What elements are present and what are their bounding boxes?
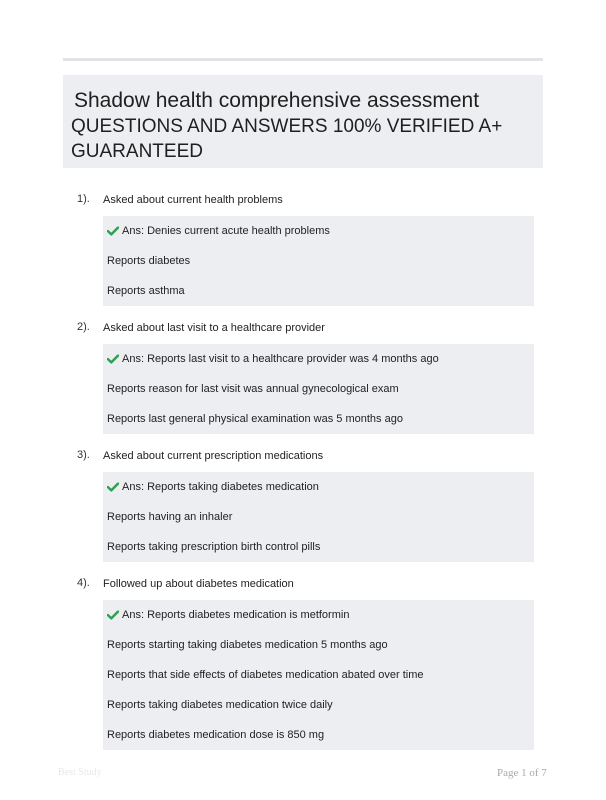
answer-text: Reports taking diabetes medication twice daily xyxy=(107,699,333,711)
answer-text: Reports reason for last visit was annual gynecological exam xyxy=(107,383,399,395)
answer-option xyxy=(103,276,534,306)
page-indicator: Page 1 of 7 xyxy=(497,767,547,779)
check-icon xyxy=(107,482,120,493)
answer-text: Reports starting taking diabetes medication 5 months ago xyxy=(107,639,388,651)
footer-watermark: Best Study xyxy=(58,767,102,778)
answer-text: Ans: Denies current acute health problems xyxy=(122,225,330,237)
document-subtitle-line1: QUESTIONS AND ANSWERS 100% VERIFIED A+ xyxy=(71,116,503,137)
answer-option xyxy=(103,690,534,720)
top-divider xyxy=(63,58,543,61)
answer-option-correct xyxy=(103,216,534,246)
answer-option xyxy=(103,720,534,750)
question-number: 1). xyxy=(77,193,90,205)
answer-text: Reports taking prescription birth control pills xyxy=(107,541,321,553)
title-block xyxy=(63,75,543,168)
answer-option xyxy=(103,502,534,532)
answer-text: Ans: Reports taking diabetes medication xyxy=(122,481,319,493)
check-icon xyxy=(107,226,120,237)
answer-text: Ans: Reports last visit to a healthcare provider was 4 months ago xyxy=(122,353,439,365)
question-text: Followed up about diabetes medication xyxy=(103,578,294,590)
answer-option xyxy=(103,532,534,562)
answer-text: Reports last general physical examination was 5 months ago xyxy=(107,413,403,425)
answer-text: Reports diabetes medication dose is 850 mg xyxy=(107,729,325,741)
answer-options xyxy=(103,600,534,750)
answer-text: Reports diabetes xyxy=(107,255,191,267)
answer-text: Reports having an inhaler xyxy=(107,511,233,523)
answer-text: Reports asthma xyxy=(107,285,185,297)
question-number: 2). xyxy=(77,321,90,333)
answer-option-correct xyxy=(103,472,534,502)
question-number: 3). xyxy=(77,449,90,461)
answer-option xyxy=(103,404,534,434)
answer-options xyxy=(103,472,534,562)
question-text: Asked about current health problems xyxy=(103,194,283,206)
answer-option xyxy=(103,374,534,404)
answer-option xyxy=(103,660,534,690)
answer-option xyxy=(103,246,534,276)
document-title: Shadow health comprehensive assessment xyxy=(74,89,480,112)
answer-option-correct xyxy=(103,600,534,630)
document-subtitle-line2: GUARANTEED xyxy=(71,141,203,162)
answer-text: Reports that side effects of diabetes medication abated over time xyxy=(107,669,424,681)
question-text: Asked about current prescription medications xyxy=(103,450,324,462)
question-number: 4). xyxy=(77,577,90,589)
check-icon xyxy=(107,354,120,365)
answer-option xyxy=(103,630,534,660)
check-icon xyxy=(107,610,120,621)
answer-text: Ans: Reports diabetes medication is metformin xyxy=(122,609,350,621)
answer-options xyxy=(103,344,534,434)
answer-options xyxy=(103,216,534,306)
answer-option-correct xyxy=(103,344,534,374)
question-text: Asked about last visit to a healthcare provider xyxy=(103,322,325,334)
